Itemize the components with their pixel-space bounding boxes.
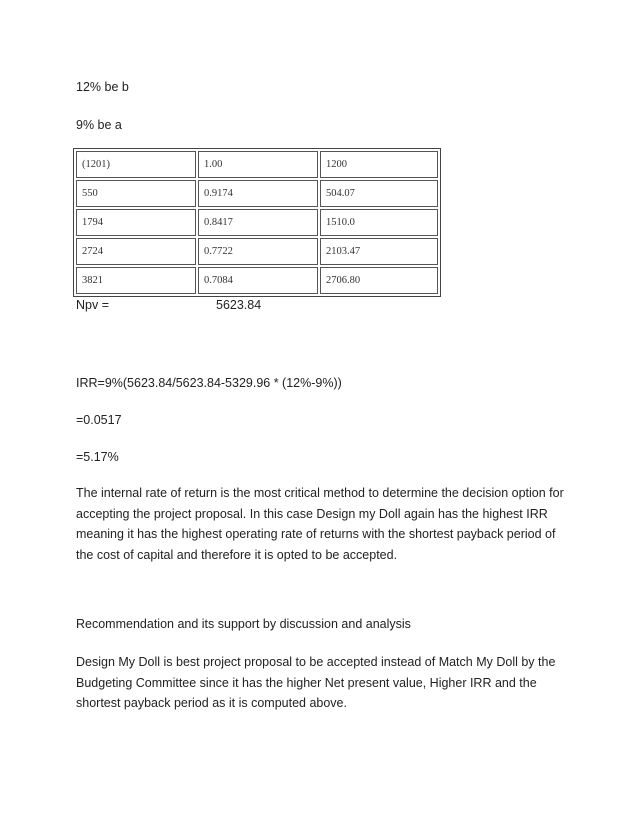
- table-cell: 504.07: [320, 180, 438, 207]
- table-row: [76, 238, 438, 265]
- table-cell: 3821: [76, 267, 196, 294]
- table-row: [76, 180, 438, 207]
- table-cell: 0.8417: [198, 209, 318, 236]
- discounted-cash-flow-table: [73, 148, 441, 297]
- rate-b-line: 12% be b: [76, 80, 129, 94]
- table-cell: 1.00: [198, 151, 318, 178]
- table-cell: 0.7722: [198, 238, 318, 265]
- irr-percent: =5.17%: [76, 450, 119, 464]
- recommendation-heading: Recommendation and its support by discussion and analysis: [76, 617, 411, 631]
- table-cell: 0.9174: [198, 180, 318, 207]
- irr-explanation-paragraph: The internal rate of return is the most critical method to determine the decision option for accepting the project proposal. In this case Design my Doll again has the highest IRR meaning it has the highest operating rate of returns with the shortest payback period of the cost of capital and therefore it is opted to be accepted.: [76, 486, 564, 562]
- npv-value: 5623.84: [216, 298, 262, 312]
- recommendation-paragraph: Design My Doll is best project proposal to be accepted instead of Match My Doll by the Budgeting Committee since it has the higher Net present value, Higher IRR and the shortest payback period as it is computed above.: [76, 655, 556, 710]
- table-cell: 1200: [320, 151, 438, 178]
- table-row: [76, 267, 438, 294]
- table-row: [76, 151, 438, 178]
- rate-a-line: 9% be a: [76, 118, 122, 132]
- irr-formula: IRR=9%(5623.84/5623.84-5329.96 * (12%-9%)): [76, 376, 342, 390]
- table-cell: 2103.47: [320, 238, 438, 265]
- table-cell: 1510.0: [320, 209, 438, 236]
- table-cell: 550: [76, 180, 196, 207]
- table-cell: 0.7084: [198, 267, 318, 294]
- table-row: [76, 209, 438, 236]
- npv-label: Npv =: [76, 298, 110, 312]
- irr-decimal: =0.0517: [76, 413, 122, 427]
- table-cell: (1201): [76, 151, 196, 178]
- table-cell: 2724: [76, 238, 196, 265]
- table-cell: 1794: [76, 209, 196, 236]
- table-cell: 2706.80: [320, 267, 438, 294]
